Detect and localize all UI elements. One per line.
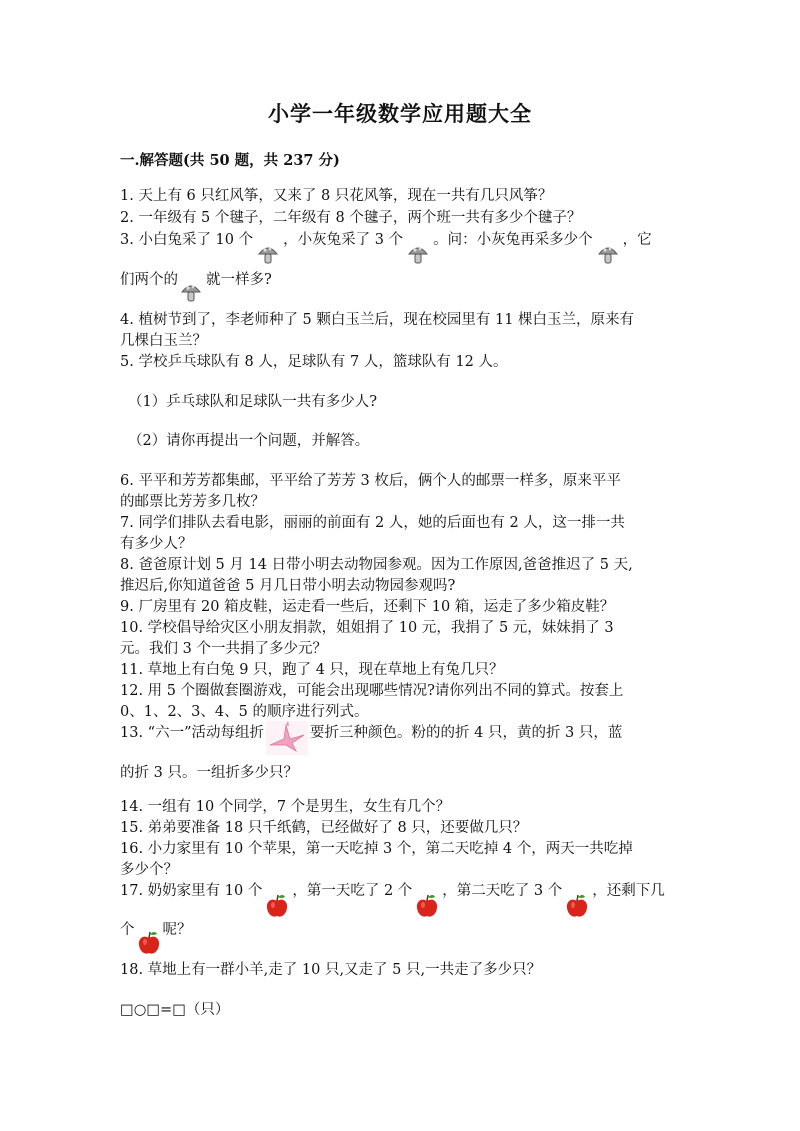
question-8-line-2: 推迟后,你知道爸爸 5 月几日带小明去动物园参观吗? xyxy=(120,578,456,594)
question-17-text-6: 呢？ xyxy=(162,922,192,938)
question-13-line-1 xyxy=(120,723,622,743)
question-2: 2. 一年级有 5 个毽子，二年级有 8 个毽子，两个班一共有多少个毽子？ xyxy=(120,210,582,226)
apple-icon xyxy=(412,881,442,901)
question-5-sub-1: （1）乒乓球队和足球队一共有多少人? xyxy=(128,394,377,410)
answer-formula: □○□=□（只） xyxy=(120,1002,230,1018)
question-6-line-1: 6. 平平和芳芳都集邮，平平给了芳芳 3 枚后，俩个人的邮票一样多，原来平平 xyxy=(120,473,621,489)
section-heading: 一.解答题(共 50 题，共 237 分) xyxy=(120,152,340,169)
question-3-text-2: ，小灰兔采了 3 个 xyxy=(283,232,404,248)
question-13-line-2: 的折 3 只。一组折多少只？ xyxy=(120,765,298,781)
question-5-sub-2: （2）请你再提出一个问题，并解答。 xyxy=(128,433,370,449)
mushroom-icon xyxy=(403,230,433,250)
question-3-line-2 xyxy=(120,270,272,290)
question-13-text-2: 要折三种颜色。粉的的折 4 只，黄的折 3 只，蓝 xyxy=(310,725,623,741)
question-10-line-2: 元。我们 3 个一共捐了多少元？ xyxy=(120,641,327,657)
question-3-text-6: 就一样多? xyxy=(206,272,272,288)
question-16-line-1: 16. 小力家里有 10 个苹果，第一天吃掉 3 个，第二天吃掉 4 个，两天一共吃掉 xyxy=(120,841,633,857)
apple-icon xyxy=(135,920,163,940)
question-8-line-1: 8. 爸爸原计划 5 月 14 日带小明去动物园参观。因为工作原因,爸爸推迟了 5 天, xyxy=(120,557,633,573)
question-17-text-5: 个 xyxy=(120,922,135,938)
question-18: 18. 草地上有一群小羊,走了 10 只,又走了 5 只,一共走了多少只？ xyxy=(120,962,542,978)
question-1: 1. 天上有 6 只红风筝，又来了 8 只花风筝，现在一共有几只风筝？ xyxy=(120,188,553,204)
question-12-line-2: 0、1、2、3、4、5 的顺序进行列式。 xyxy=(120,704,369,720)
apple-icon xyxy=(562,881,592,901)
question-3-text-5: 们两个的 xyxy=(120,272,178,288)
question-17-line-2 xyxy=(120,920,192,940)
question-4-line-1: 4. 植树节到了，李老师种了 5 颗白玉兰后，现在校园里有 11 棵白玉兰，原来有 xyxy=(120,312,635,328)
paper-crane-icon xyxy=(264,723,310,743)
question-17-text-2: ，第一天吃了 2 个 xyxy=(292,883,413,899)
question-15: 15. 弟弟要准备 18 只千纸鹤，已经做好了 8 只，还要做几只？ xyxy=(120,820,528,836)
question-7-line-1: 7. 同学们排队去看电影，丽丽的前面有 2 人，她的后面也有 2 人，这一排一共 xyxy=(120,515,625,531)
question-17-text-3: ，第二天吃了 3 个 xyxy=(442,883,563,899)
question-12-line-1: 12. 用 5 个圈做套圈游戏，可能会出现哪些情况?请你列出不同的算式。按套上 xyxy=(120,683,624,699)
mushroom-icon xyxy=(253,230,283,250)
question-17-line-1 xyxy=(120,881,665,901)
page-title: 小学一年级数学应用题大全 xyxy=(268,101,532,126)
question-3-text-1: 3. 小白兔采了 10 个 xyxy=(120,232,254,248)
mushroom-icon xyxy=(178,270,206,290)
question-11: 11. 草地上有白兔 9 只，跑了 4 只，现在草地上有兔几只？ xyxy=(120,662,504,678)
question-17-text-4: ，还剩下几 xyxy=(592,883,665,899)
question-7-line-2: 有多少人？ xyxy=(120,536,193,552)
question-3-text-3: 。问：小灰兔再采多少个 xyxy=(433,232,593,248)
question-6-line-2: 的邮票比芳芳多几枚？ xyxy=(120,494,265,510)
question-16-line-2: 多少个？ xyxy=(120,862,178,878)
question-13-text-1: 13. “六一”活动每组折 xyxy=(120,725,264,741)
question-5-line-1: 5. 学校乒乓球队有 8 人，足球队有 7 人，篮球队有 12 人。 xyxy=(120,354,508,370)
mushroom-icon xyxy=(593,230,623,250)
question-14: 14. 一组有 10 个同学，7 个是男生，女生有几个？ xyxy=(120,799,451,815)
question-3-text-4: ，它 xyxy=(622,232,652,248)
apple-icon xyxy=(262,881,292,901)
question-17-text-1: 17. 奶奶家里有 10 个 xyxy=(120,883,263,899)
question-3-line-1 xyxy=(120,230,652,250)
question-10-line-1: 10. 学校倡导给灾区小朋友捐款，姐姐捐了 10 元，我捐了 5 元，妹妹捐了 3 xyxy=(120,620,614,636)
question-4-line-2: 几棵白玉兰？ xyxy=(120,333,207,349)
question-9: 9. 厂房里有 20 箱皮鞋，运走看一些后，还剩下 10 箱，运走了多少箱皮鞋？ xyxy=(120,599,615,615)
